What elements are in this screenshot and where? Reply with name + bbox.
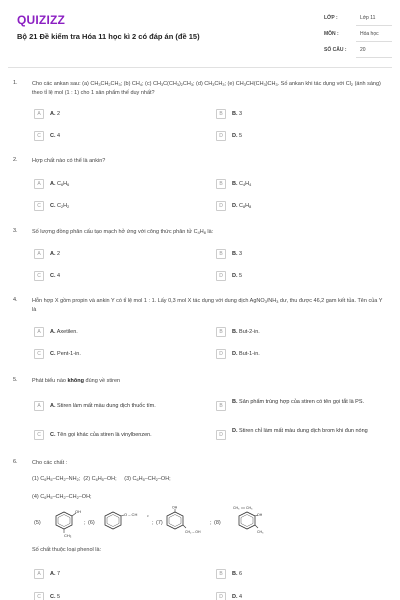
option-label: C. bbox=[50, 432, 56, 438]
structure-label: (6) bbox=[88, 520, 95, 526]
question-number: 1. bbox=[13, 80, 18, 86]
divider bbox=[356, 41, 392, 42]
meta-value: Hóa học bbox=[360, 31, 379, 37]
option-letter-box: B bbox=[216, 327, 226, 337]
option-text: 2 bbox=[57, 111, 61, 117]
option-label: A. bbox=[50, 329, 56, 335]
option-text: Tên gọi khác của stiren là vinylbenzen. bbox=[56, 432, 152, 438]
separator: ; bbox=[152, 520, 154, 526]
option-letter-box: C bbox=[34, 271, 44, 281]
oh-label: OH bbox=[75, 509, 81, 514]
question-number: 3. bbox=[13, 228, 18, 234]
option-text: 6 bbox=[239, 571, 243, 577]
question-text: Phát biểu nào không đúng về stiren bbox=[32, 378, 121, 384]
meta-key: LỚP : bbox=[324, 15, 338, 21]
option-label: D. bbox=[232, 594, 238, 600]
question-text: Số chất thuộc loại phenol là: bbox=[32, 547, 102, 553]
option-letter-box: C bbox=[34, 131, 44, 141]
option-letter-box: D bbox=[216, 349, 226, 359]
ch2oh-label: CH₂ – OH bbox=[185, 530, 201, 534]
page-header bbox=[0, 0, 400, 66]
option-label: C. bbox=[50, 273, 56, 279]
option-letter-box: A bbox=[34, 249, 44, 259]
question-text: Hỗn hợp X gồm propin và ankin Y có tỉ lệ mol 1 : 1. Lấy 0,3 mol X tác dụng với dung dịch $AgNO_3/NH_3$ dư, thu được 46,2 gam kết tủa. Tên của Y là bbox=[32, 298, 383, 313]
question-number: 6. bbox=[13, 459, 18, 465]
compound-list-line: (1) $C_6H_5-CH_2-NH_2$; (2) $C_6H_5-OH$; (3) $C_6H_5-CH_2-OH$; bbox=[32, 476, 171, 482]
option-letter-box: D bbox=[216, 271, 226, 281]
meta-value: 20 bbox=[360, 47, 366, 53]
ch3-label: CH₃ bbox=[64, 533, 72, 538]
option-letter-box: C bbox=[34, 592, 44, 600]
dimethylphenol-structure-8 bbox=[225, 505, 269, 541]
structure-label: (8) bbox=[214, 520, 221, 526]
meta-key: MÔN : bbox=[324, 31, 339, 37]
option-label: A. bbox=[50, 111, 56, 117]
option-text: 2 bbox=[57, 251, 61, 257]
option-letter-box: B bbox=[216, 569, 226, 579]
question-text: Cho các ankan sau: (a) $CH_3CH_2CH_3$; (b) $CH_4$; (c) $CH_3C(CH_3)_2CH_3$; (d) $CH_3CH_3$; (e) $CH_3CH(CH_3)CH_3$. Số ankan khi tác dụng với $Cl_2$ (ánh sáng) theo tỉ lệ mol (1 : 1) cho 1 sản phẩm thế duy nhất? bbox=[32, 81, 381, 96]
option-text: 3 bbox=[239, 111, 243, 117]
option-label: B. bbox=[232, 329, 238, 335]
option-label: C. bbox=[50, 203, 56, 209]
option-text: Sản phẩm trùng hợp của stiren có tên gọi tắt là PS. bbox=[239, 399, 365, 405]
option-letter-box: A bbox=[34, 569, 44, 579]
oh-label: OH bbox=[257, 513, 263, 517]
option-text: 5 bbox=[57, 594, 61, 600]
option-label: D. bbox=[232, 428, 238, 434]
option-label: A. bbox=[50, 571, 56, 577]
option-text: 5 bbox=[239, 273, 243, 279]
option-text: Stiren chỉ làm mất màu dung dịch brom khi đun nóng bbox=[239, 428, 368, 434]
question-text: Hợp chất nào có thể là ankin? bbox=[32, 158, 106, 164]
cresol-structure-5 bbox=[44, 508, 84, 538]
structure-label: (5) bbox=[34, 520, 41, 526]
option-letter-box: D bbox=[216, 430, 226, 440]
option-text: Pent-1-in. bbox=[57, 351, 81, 357]
hydroxybenzyl-alcohol-structure-7 bbox=[165, 506, 209, 540]
option-label: D. bbox=[232, 351, 238, 357]
quizizz-logo: QUIZIZZ bbox=[17, 13, 66, 27]
option-letter-box: B bbox=[216, 401, 226, 411]
option-label: C. bbox=[50, 351, 56, 357]
option-letter-box: D bbox=[216, 131, 226, 141]
option-letter-box: B bbox=[216, 179, 226, 189]
option-text: $C_4H_4$ bbox=[239, 181, 252, 187]
option-label: D. bbox=[232, 133, 238, 139]
question-text: Số lượng đồng phân cấu tạo mạch hở ứng với công thức phân tử $C_4H_8$ là: bbox=[32, 229, 214, 235]
ch3-subscript: 3 bbox=[147, 515, 149, 518]
option-label: C. bbox=[50, 133, 56, 139]
divider bbox=[356, 25, 392, 26]
option-label: C. bbox=[50, 594, 56, 600]
ch3-label: CH₃ bbox=[257, 530, 264, 534]
option-letter-box: A bbox=[34, 401, 44, 411]
option-text: But-2-in. bbox=[239, 329, 260, 335]
option-letter-box: C bbox=[34, 349, 44, 359]
option-letter-box: A bbox=[34, 327, 44, 337]
header-divider bbox=[8, 67, 392, 68]
option-text: 4 bbox=[57, 273, 61, 279]
option-label: B. bbox=[232, 399, 238, 405]
option-letter-box: D bbox=[216, 592, 226, 600]
option-text: $C_6H_6$ bbox=[57, 181, 70, 187]
option-label: A. bbox=[50, 403, 56, 409]
page-title: Bộ 21 Đề kiểm tra Hóa 11 học kì 2 có đáp án (đề 15) bbox=[17, 32, 200, 41]
option-letter-box: A bbox=[34, 109, 44, 119]
meta-value: Lớp 11 bbox=[360, 15, 376, 21]
question-number: 2. bbox=[13, 157, 18, 163]
separator: ; bbox=[84, 520, 86, 526]
oh-label: OH bbox=[172, 506, 178, 510]
anisole-structure-6 bbox=[99, 508, 151, 538]
meta-key: SỐ CÂU : bbox=[324, 47, 347, 53]
structure-label: (7) bbox=[156, 520, 163, 526]
option-label: A. bbox=[50, 181, 56, 187]
option-text: Stiren làm mất màu dung dịch thuốc tím. bbox=[57, 403, 156, 409]
option-label: B. bbox=[232, 571, 238, 577]
option-letter-box: B bbox=[216, 109, 226, 119]
option-text: $C_2H_2$ bbox=[57, 203, 70, 209]
separator: ; bbox=[210, 520, 212, 526]
compound-list-line: (4) $C_6H_5-CH_2-CH_2-OH$; bbox=[32, 494, 92, 500]
divider bbox=[356, 57, 392, 58]
option-label: D. bbox=[232, 203, 238, 209]
option-text: But-1-in. bbox=[239, 351, 260, 357]
option-text: 4 bbox=[239, 594, 243, 600]
question-number: 4. bbox=[13, 297, 18, 303]
ch3-label: CH₃ bbox=[246, 506, 253, 510]
option-text: 3 bbox=[239, 251, 243, 257]
ch3-label: CH₃ bbox=[233, 506, 240, 510]
option-label: B. bbox=[232, 181, 238, 187]
option-text: 4 bbox=[57, 133, 61, 139]
option-label: A. bbox=[50, 251, 56, 257]
option-text: $C_8H_8$ bbox=[239, 203, 252, 209]
och3-label: O – CH bbox=[124, 512, 138, 517]
option-text: 5 bbox=[239, 133, 243, 139]
question-number: 5. bbox=[13, 377, 18, 383]
option-label: D. bbox=[232, 273, 238, 279]
option-letter-box: C bbox=[34, 201, 44, 211]
question-text: Cho các chất : bbox=[32, 460, 68, 466]
option-label: B. bbox=[232, 111, 238, 117]
option-label: B. bbox=[232, 251, 238, 257]
option-letter-box: A bbox=[34, 179, 44, 189]
option-letter-box: C bbox=[34, 430, 44, 440]
option-letter-box: D bbox=[216, 201, 226, 211]
option-letter-box: B bbox=[216, 249, 226, 259]
option-text: 7 bbox=[57, 571, 61, 577]
option-text: Axetilen. bbox=[56, 329, 78, 335]
